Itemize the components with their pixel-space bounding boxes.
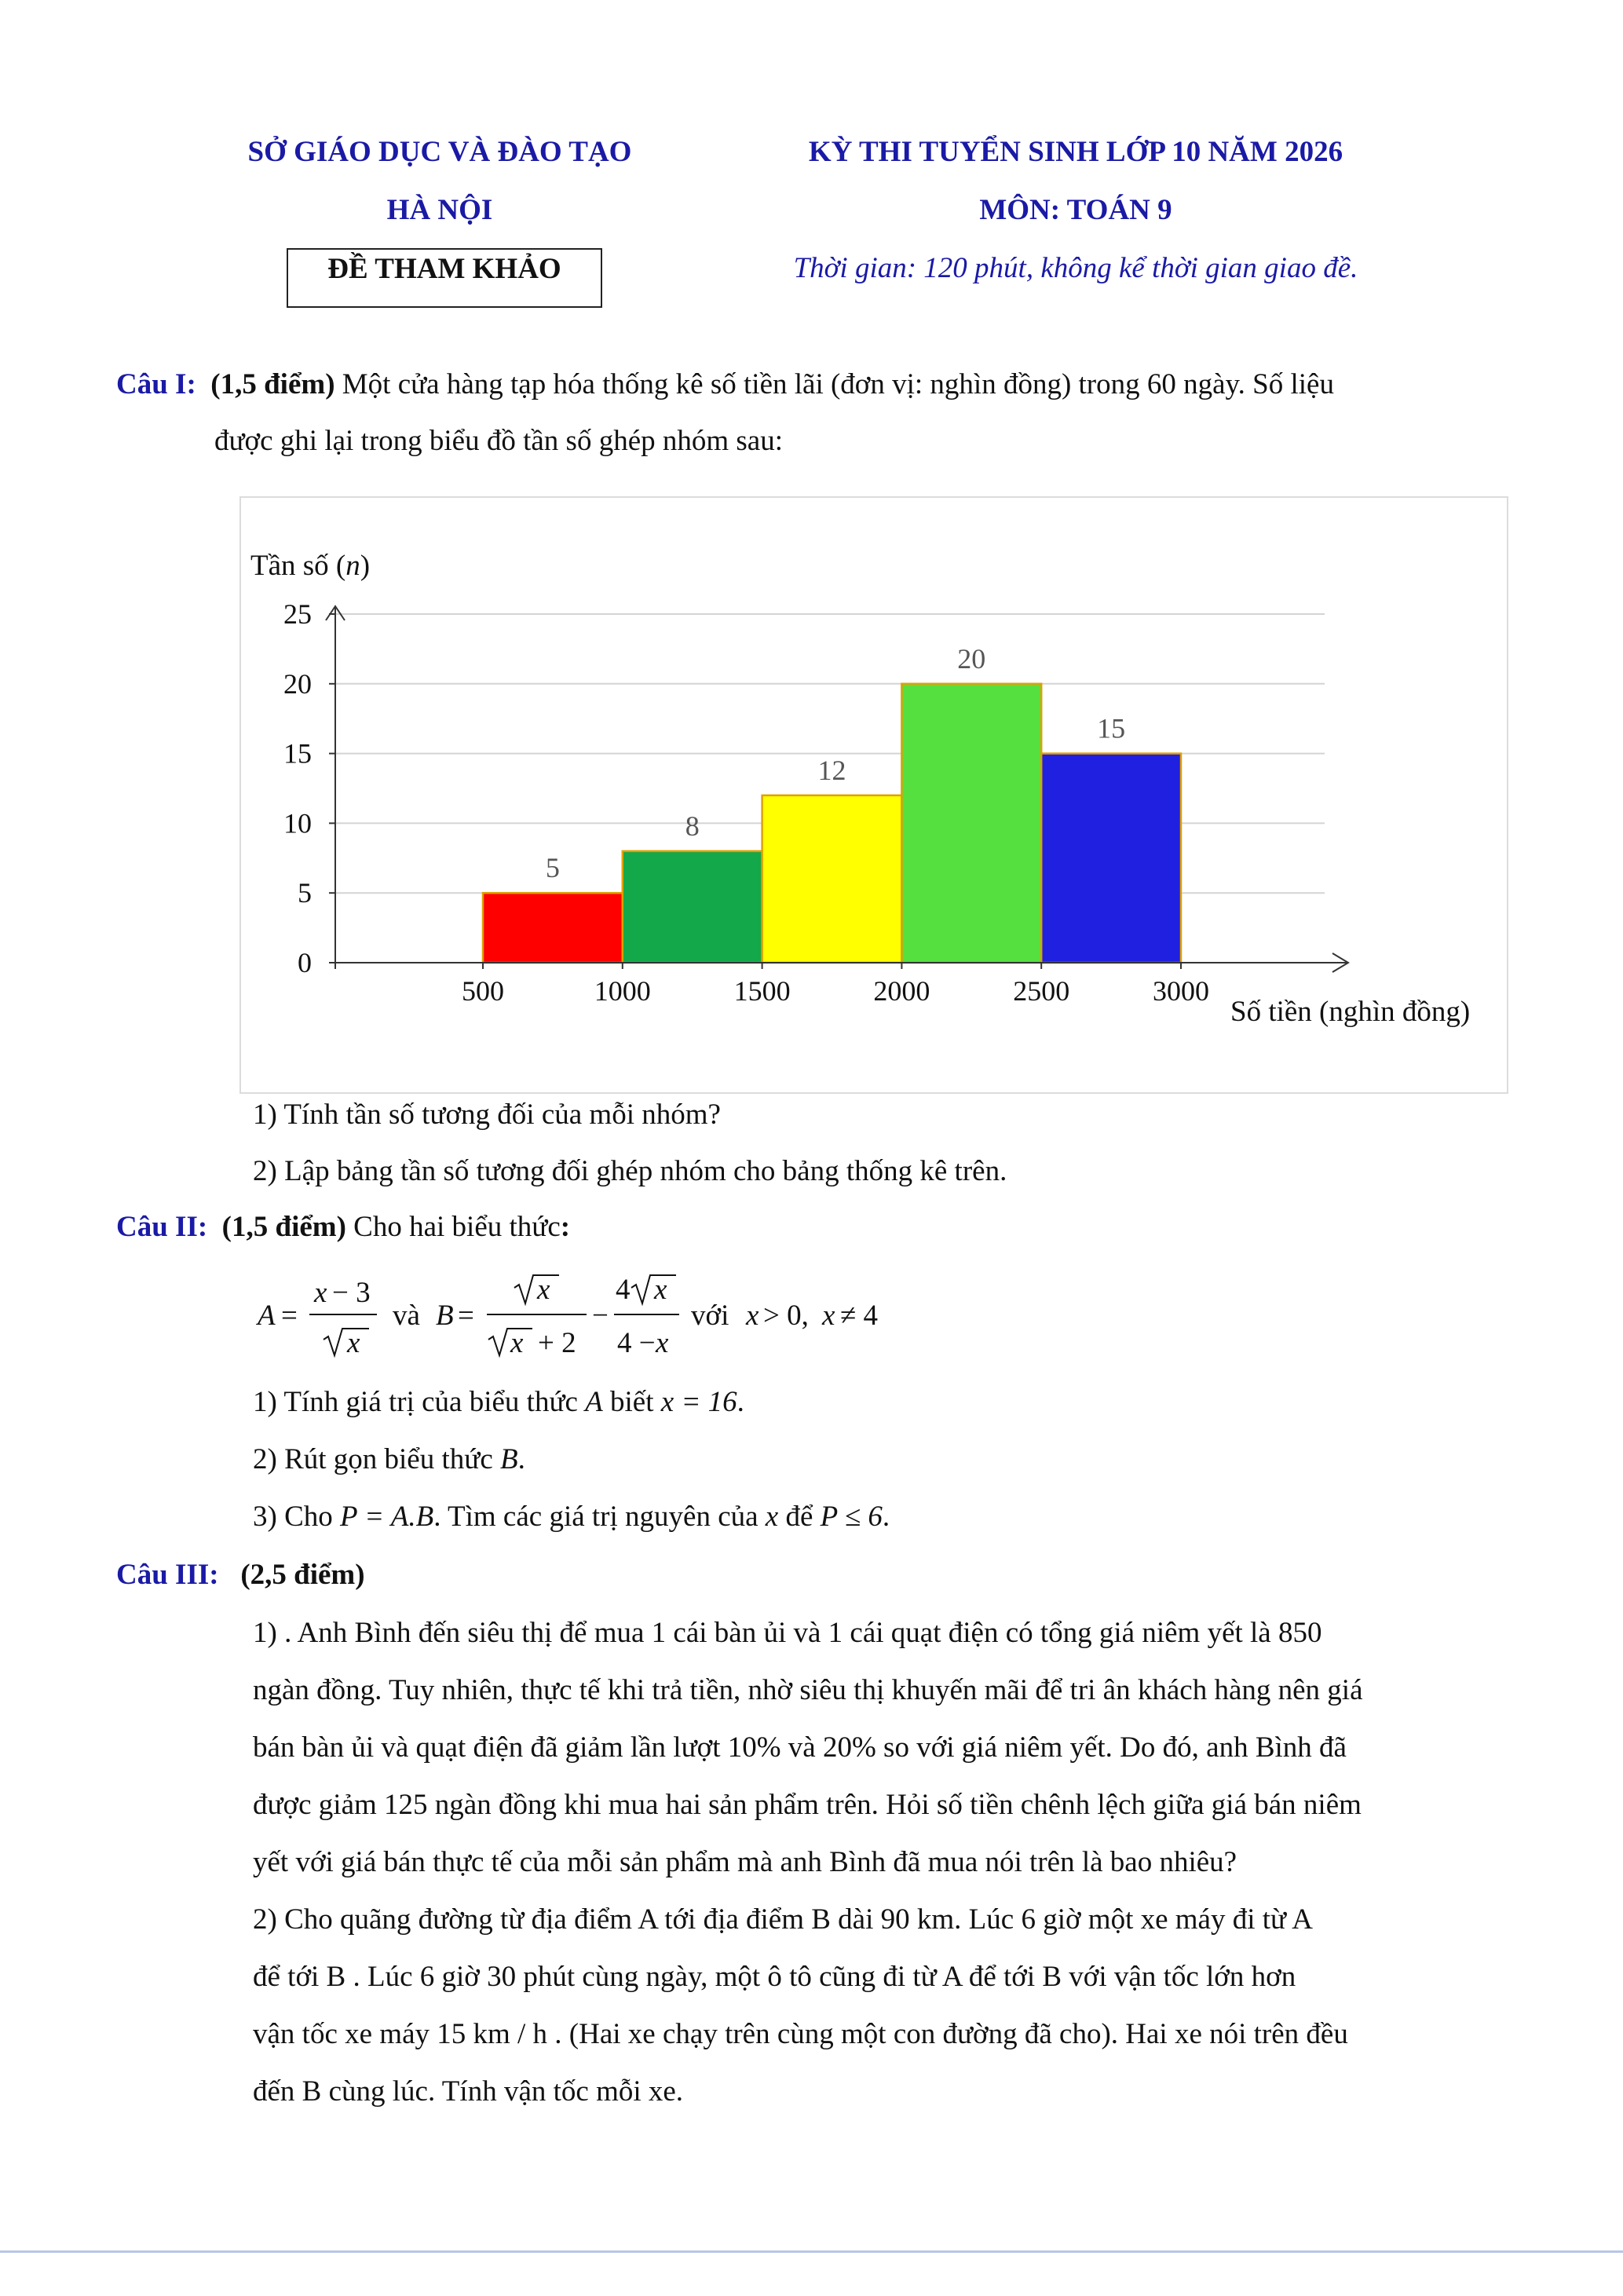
y-tick-label: 25 [283,598,312,630]
svg-text:+ 2: + 2 [538,1327,576,1359]
question-2-colon: : [560,1211,571,1243]
bar-value-label: 5 [545,852,560,884]
formula-with-word: với [691,1300,729,1332]
question-1-sub-1: 1) Tính tần số tương đối của mỗi nhóm? [253,1099,721,1131]
reference-exam-box [287,248,602,308]
svg-text:x: x [822,1300,835,1332]
x-tick-label: 3000 [1153,975,1209,1007]
q2-sub2-text: 2) Rút gọn biểu thức [253,1443,500,1475]
histogram-bar [762,795,902,963]
department-name: SỞ GIÁO DỤC VÀ ĐÀO TẠO [247,136,632,168]
q3-part2-line3: vận tốc xe máy 15 km / h . (Hai xe chạy trên cùng một con đường đã cho). Hai xe nói trên đều [253,2018,1348,2050]
q2-sub3-expr: P = A.B [340,1501,434,1533]
question-2-label: Câu II: [116,1211,208,1243]
bar-value-label: 12 [817,754,846,786]
q2-sub3-text: 3) Cho [253,1501,340,1533]
svg-text:x: x [746,1300,759,1332]
question-1-sub-2: 2) Lập bảng tần số tương đối ghép nhóm cho bảng thống kê trên. [253,1155,1007,1187]
svg-text:−: − [592,1300,609,1332]
exam-subject: MÔN: TOÁN 9 [979,194,1172,226]
question-2-sub-1 [253,1387,744,1418]
histogram-bar [1041,754,1181,963]
q2-sub1-text-b: biết [602,1386,661,1418]
q2-sub3-expr2: P ≤ 6 [820,1501,883,1533]
bar-value-label: 15 [1097,712,1126,744]
x-tick-label: 500 [462,975,504,1007]
histogram-chart-frame [239,496,1508,1094]
histogram-bar [623,851,762,963]
svg-text:x: x [314,1277,327,1309]
q3-part2-line2: để tới B . Lúc 6 giờ 30 phút cùng ngày, một ô tô cũng đi từ A để tới B với vận tốc lớn hơn [253,1961,1296,1993]
q2-sub2-end: . [517,1443,525,1475]
svg-text:x: x [656,1327,669,1359]
svg-text:4: 4 [616,1274,631,1306]
q2-sub1-end: . [737,1386,744,1418]
q2-sub1-expr: x = 16 [660,1386,737,1418]
exam-title: KỲ THI TUYỂN SINH LỚP 10 NĂM 2026 [808,136,1343,168]
formula-A-symbol: A [258,1300,276,1332]
exam-duration: Thời gian: 120 phút, không kể thời gian giao đề. [793,252,1358,284]
question-1-line-2: được ghi lại trong biểu đồ tần số ghép nhóm sau: [214,425,784,457]
question-2-points: (1,5 điểm) [221,1211,346,1243]
question-3-points: (2,5 điểm) [240,1559,365,1591]
y-tick-label: 20 [283,667,312,700]
q2-sub1-text: 1) Tính giá trị của biểu thức [253,1386,586,1418]
x-tick-label: 1000 [594,975,651,1007]
q2-sub2-var: B [500,1443,518,1475]
svg-text:x: x [510,1327,524,1359]
y-tick-label: 15 [283,737,312,770]
q2-sub3-end: . [882,1501,890,1533]
svg-text:4 −: 4 − [617,1327,656,1359]
question-1-text-a: Một cửa hàng tạp hóa thống kê số tiền lãi (đơn vị: nghìn đồng) trong [334,368,1147,400]
q3-part1-line1: 1) . Anh Bình đến siêu thị để mua 1 cái bàn ủi và 1 cái quạt điện có tổng giá niêm yết là 850 [253,1617,1322,1649]
svg-text:B: B [436,1300,454,1332]
footer-rule [0,2250,1623,2253]
reference-exam-label: ĐỀ THAM KHẢO [327,253,561,285]
svg-text:≠ 4: ≠ 4 [840,1300,879,1332]
x-tick-label: 1500 [733,975,791,1007]
q2-sub3-var: x [765,1501,779,1533]
question-2-sub-2 [253,1444,525,1475]
y-axis-title: Tần số (n) [250,550,371,582]
city-name: HÀ NỘI [386,194,493,226]
q3-part2-line4: đến B cùng lúc. Tính vận tốc mỗi xe. [253,2075,684,2108]
x-tick-label: 2500 [1013,975,1070,1007]
x-tick-label: 2000 [873,975,930,1007]
histogram-chart [241,498,1507,1092]
question-1-points: (1,5 điểm) [210,368,335,400]
svg-text:x: x [347,1327,360,1359]
question-3-label: Câu III: [116,1559,219,1591]
y-tick-label: 10 [283,807,312,839]
histogram-bar [483,893,623,963]
q3-part1-line5: yết với giá bán thực tế của mỗi sản phẩm mà anh Bình đã mua nói trên là bao nhiêu? [253,1846,1237,1878]
svg-text:− 3: − 3 [332,1277,371,1309]
svg-text:=: = [281,1300,298,1332]
question-3-heading [116,1559,365,1591]
bar-value-label: 8 [685,810,700,842]
question-2-heading [116,1212,570,1243]
svg-text:> 0,: > 0, [763,1300,809,1332]
question-1-days: 60 [1146,368,1176,400]
q2-sub3-text-b: . Tìm các giá trị nguyên của [433,1501,766,1533]
q3-part1-line3: bán bàn ủi và quạt điện đã giảm lần lượt 10% và 20% so với giá niêm yết. Do đó, anh Bình đã [253,1731,1347,1764]
formula-and-word: và [393,1300,420,1332]
svg-text:x: x [537,1274,550,1306]
question-2-intro: Cho hai biểu thức [345,1211,561,1243]
question-1-text-b: ngày. Số liệu [1175,368,1334,400]
q3-part1-line4: được giảm 125 ngàn đồng khi mua hai sản phẩm trên. Hỏi số tiền chênh lệch giữa giá bán niêm [253,1789,1362,1821]
q3-part2-line1: 2) Cho quãng đường từ địa điểm A tới địa điểm B dài 90 km. Lúc 6 giờ một xe máy đi từ A [253,1903,1314,1936]
q2-sub1-var: A [585,1386,603,1418]
bar-value-label: 20 [957,642,986,675]
expressions-formula [251,1264,942,1366]
svg-text:x: x [654,1274,667,1306]
question-1-label: Câu I: [116,368,196,400]
q2-sub3-text-c: để [778,1501,821,1533]
question-2-sub-3 [253,1501,890,1533]
svg-text:=: = [458,1300,474,1332]
x-axis-title: Số tiền (nghìn đồng) [1230,996,1471,1028]
histogram-bar [901,684,1041,963]
q3-part1-line2: ngàn đồng. Tuy nhiên, thực tế khi trả tiền, nhờ siêu thị khuyến mãi để tri ân khách hàng nên giá [253,1674,1363,1706]
y-tick-label: 5 [298,877,312,909]
question-1-line-1 [116,369,1514,400]
y-tick-label: 0 [298,947,312,978]
